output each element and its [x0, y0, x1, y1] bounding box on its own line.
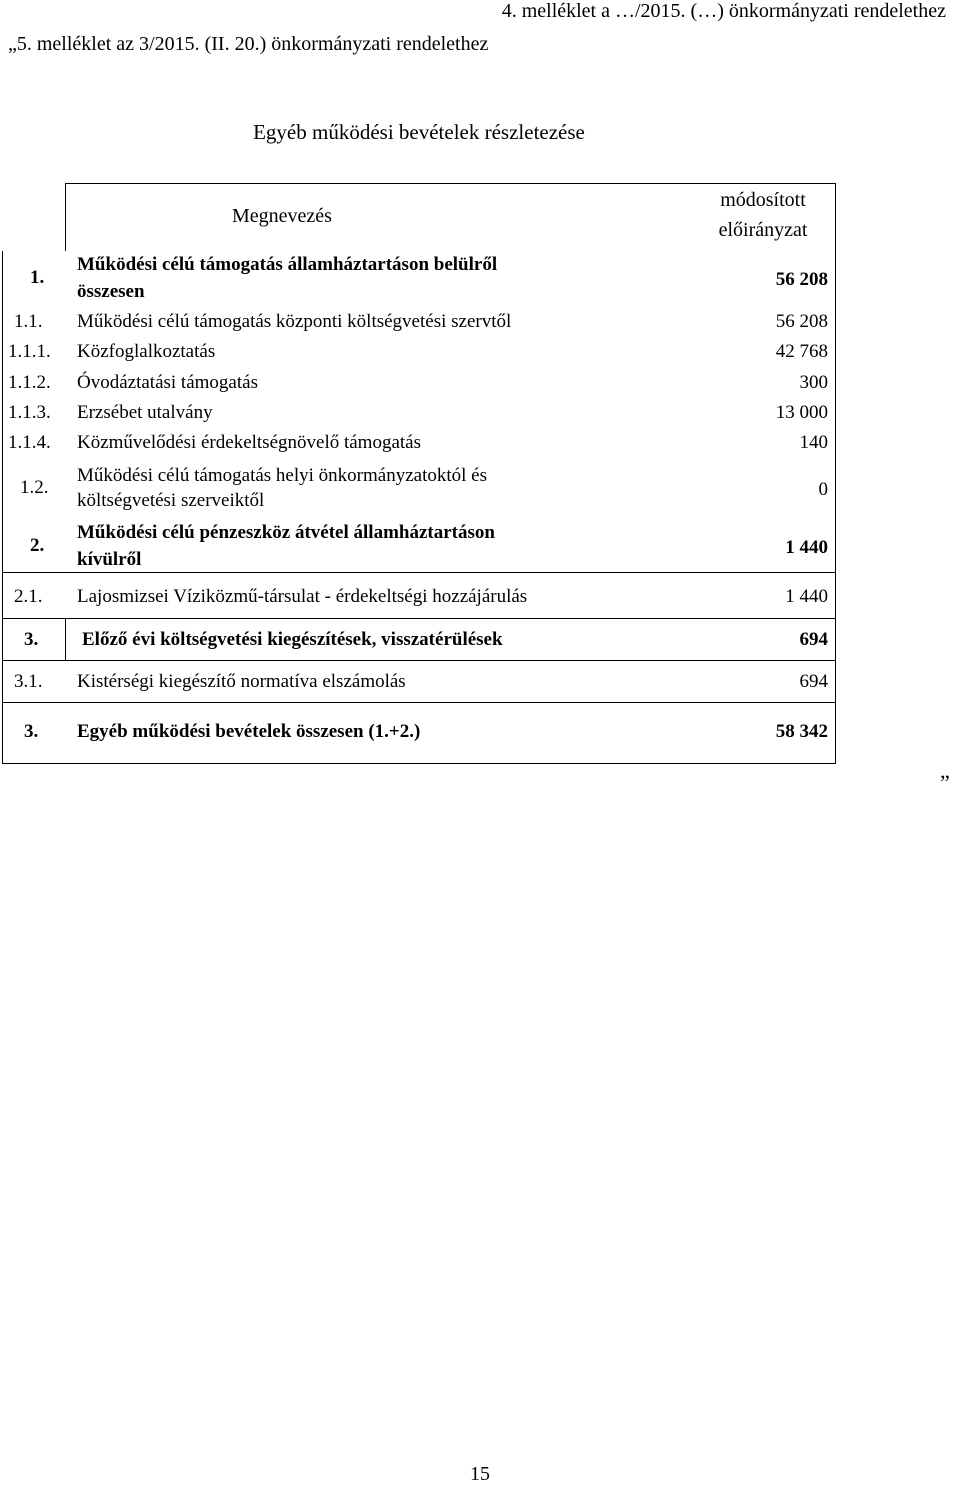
row-code: 3.1. [14, 671, 43, 692]
header-note-right: 4. melléklet a …/2015. (…) önkormányzati rendelethez [501, 0, 946, 22]
row-code: 1.1. [14, 311, 43, 332]
row-code: 3. [24, 629, 39, 650]
row-value: 56 208 [775, 311, 828, 332]
table-border-bottom [2, 763, 836, 764]
total-label: Egyéb működési bevételek összesen (1.+2.) [77, 721, 421, 742]
header-note-left: „5. melléklet az 3/2015. (II. 20.) önkormányzati rendelethez [8, 33, 489, 55]
row-value: 300 [799, 372, 828, 393]
column-header-value-line2: előirányzat [718, 219, 808, 241]
row-label: Kistérségi kiegészítő normatíva elszámolás [77, 671, 406, 692]
row-value: 0 [818, 479, 828, 500]
row-code: 1.1.2. [8, 372, 51, 393]
total-value: 58 342 [775, 721, 828, 742]
row-label: Működési célú támogatás központi költségvetési szervtől [77, 311, 512, 332]
row-divider [2, 702, 836, 703]
row-label: Közfoglalkoztatás [77, 341, 216, 362]
row-value: 694 [799, 629, 828, 650]
row-divider [2, 618, 836, 619]
row-divider [2, 572, 836, 573]
row-label-line2: összesen [77, 281, 145, 302]
row-code: 1.1.4. [8, 432, 51, 453]
row-label: Működési célú támogatás helyi önkormányzatoktól és [77, 465, 487, 486]
row-label: Erzsébet utalvány [77, 402, 213, 423]
revenue-table [2, 183, 836, 764]
row-label: Működési célú pénzeszköz átvétel államháztartáson [77, 522, 495, 543]
row-label-line2: költségvetési szerveiktől [77, 490, 265, 511]
row-value: 56 208 [775, 269, 828, 290]
row-value: 1 440 [785, 586, 828, 607]
page-number: 15 [470, 1463, 490, 1485]
row-label: Óvodáztatási támogatás [77, 372, 258, 393]
table-border-right [835, 183, 836, 764]
row-value: 694 [799, 671, 828, 692]
row-code: 1. [30, 267, 45, 288]
document-title: Egyéb működési bevételek részletezése [253, 120, 585, 144]
row-code: 2. [30, 535, 45, 556]
row-code: 1.1.3. [8, 402, 51, 423]
table-border-header-left [65, 183, 66, 251]
row-code: 2.1. [14, 586, 43, 607]
row-label: Működési célú támogatás államháztartáson belülről [77, 254, 498, 275]
closing-quote: ” [940, 770, 950, 795]
row-value: 1 440 [785, 537, 828, 558]
row-code: 3. [24, 721, 39, 742]
row-value: 140 [799, 432, 828, 453]
row-code: 1.2. [20, 477, 49, 498]
row-label: Előző évi költségvetési kiegészítések, visszatérülések [82, 629, 503, 650]
row-label: Közművelődési érdekeltségnövelő támogatás [77, 432, 422, 453]
table-border-left [2, 251, 3, 764]
row-code: 1.1.1. [8, 341, 51, 362]
column-header-name: Megnevezés [232, 205, 332, 227]
column-header-value: módosított [720, 189, 806, 211]
table-border-top [65, 183, 836, 184]
code-divider [65, 618, 66, 660]
row-label-line2: kívülről [77, 549, 142, 570]
row-value: 13 000 [775, 402, 828, 423]
row-label: Lajosmizsei Víziközmű-társulat - érdekeltségi hozzájárulás [77, 586, 528, 607]
row-divider [2, 660, 836, 661]
row-value: 42 768 [775, 341, 828, 362]
